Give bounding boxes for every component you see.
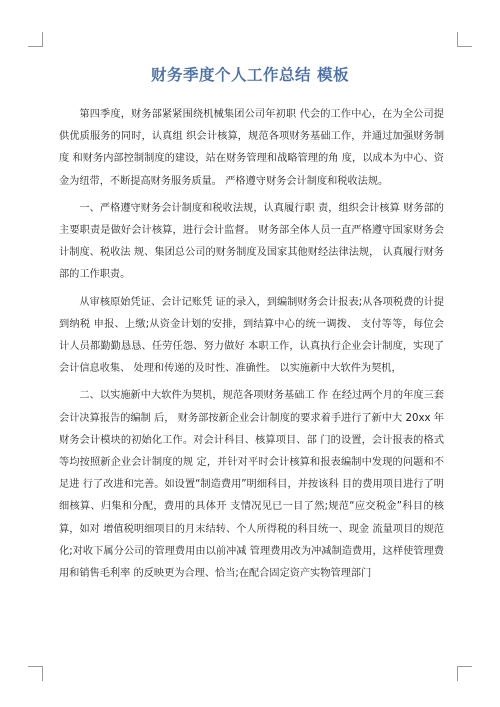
crop-mark-bottom-right (457, 666, 472, 681)
paragraph-section-two: 二、以实施新中大软件为契机，规范各项财务基础工 作 在经过两个月的年度三套会计决算报告的编制 后， 财务部按新企业会计制度的要求着手进行了新中大 20xx 年财务会计模块的初始化工作。对会计科目、核算项目、部 门的设置，会计报表的格式等均按照新企业会计制度的规 定，并针对平时会计核算和报表编制中发现的问题和不足进 行了改进和完善。如设置“制造费用”明细科目，并按该科 目的费用项目进行了明细核算、归集和分配，费用的具体开 支情况见已一目了然;规范“应交税金”科目的核算，如对 增值税明细项目的月末结转、个人所得税的科目统一、现金 流量项目的规范化;对收下属分公司的管理费用由以前冲减 管理费用改为冲减制造费用，这样使管理费用和销售毛利率 的反映更为合理、恰当;在配合固定资产实物管理部门 (59, 390, 444, 580)
paragraph-section-one: 一、严格遵守财务会计制度和税收法规，认真履行职 责，组织会计核算 财务部的主要职责是做好会计核算，进行会计监督。 财务部全体人员一直严格遵守国家财务会计制度、税收法 规、集团总公司的财务制度及国家其他财经法律法规， 认真履行财务部的工作职责。 (59, 202, 444, 281)
paragraph-section-one-detail: 从审核原始凭证、会计记账凭 证的录入，到编制财务会计报表;从各项税费的计提到纳税 申报、上缴;从资金计划的安排，到结算中心的统一调拨、 支付等等，每位会计人员都勤勤恳恳、任劳任怨、努力做好 本职工作，认真执行企业会计制度，实现了会计信息收集、 处理和传递的及时性、准确性。 以实施新中大软件为契机， (59, 296, 444, 375)
document-body (59, 104, 444, 585)
document-title: 财务季度个人工作总结 模板 (151, 66, 349, 84)
crop-mark-top-left (28, 32, 43, 47)
crop-mark-top-right (457, 32, 472, 47)
paragraph-intro: 第四季度，财务部紧紧围绕机械集团公司年初职 代会的工作中心，在为全公司提供优质服务的同时，认真组 织会计核算，规范各项财务基础工作，并通过加强财务制度 和财务内部控制制度的建设，站在财务管理和战略管理的角 度，以成本为中心、资金为纽带，不断提高财务服务质量。 严格遵守财务会计制度和税收法规。 (59, 109, 444, 187)
crop-mark-bottom-left (28, 666, 43, 681)
